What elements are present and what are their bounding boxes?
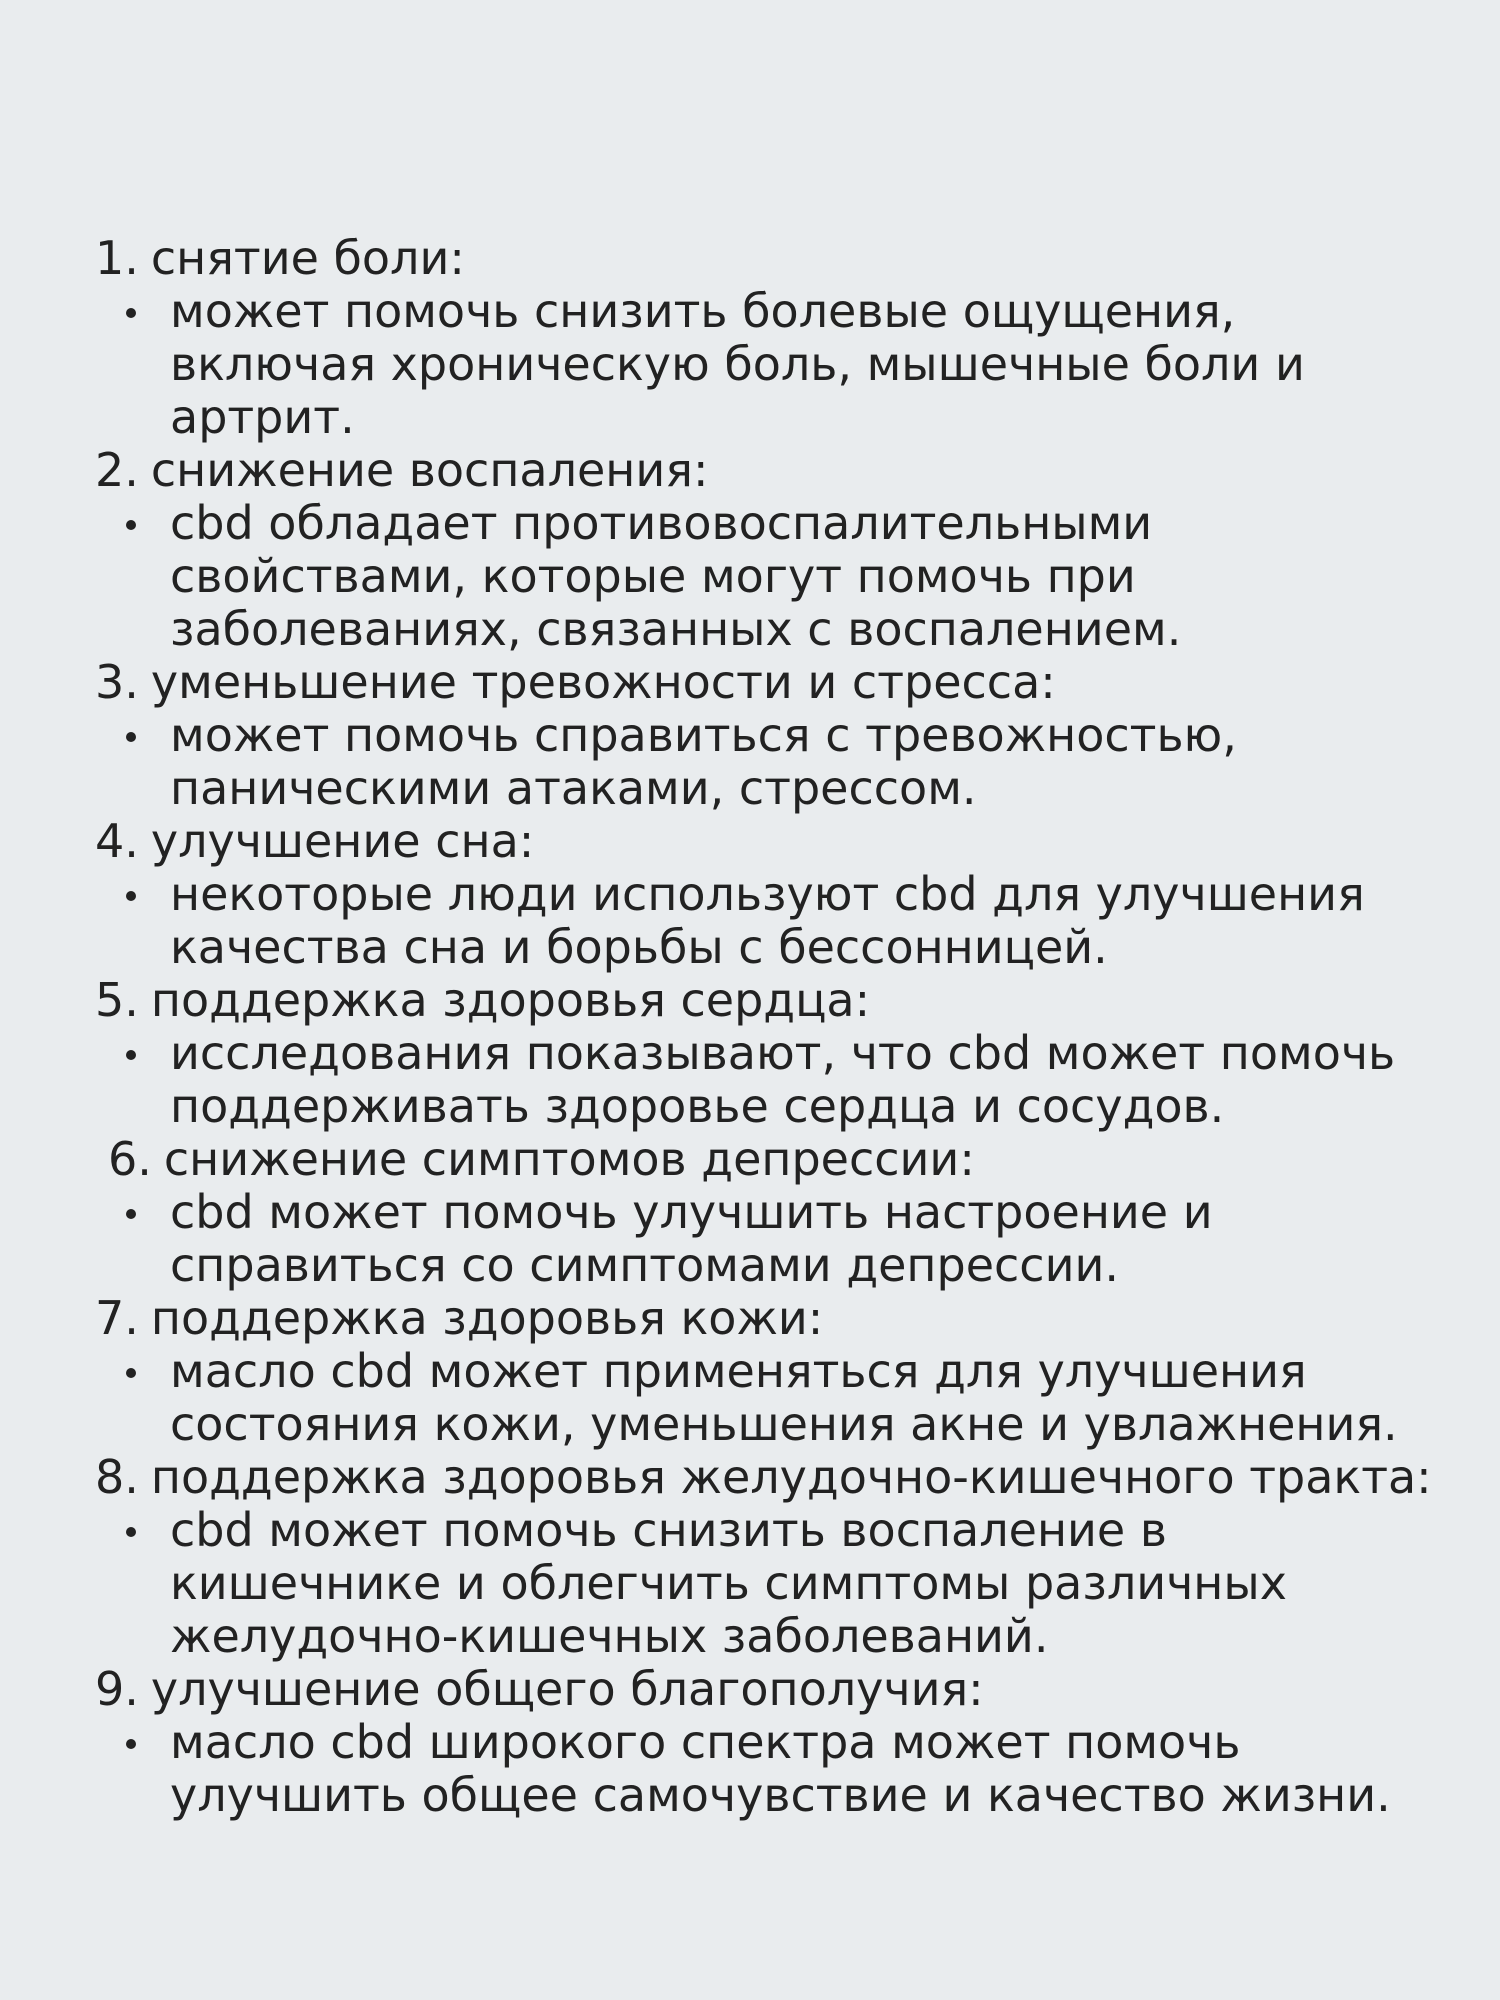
item-title: улучшение общего благополучия: — [150, 1662, 984, 1716]
item-title: улучшение сна: — [150, 814, 535, 868]
bullet-point — [0, 868, 1500, 974]
item-title: снятие боли: — [150, 231, 465, 285]
item-title: уменьшение тревожности и стресса: — [150, 655, 1056, 709]
list-item — [0, 974, 1500, 1133]
bullet-point — [0, 1027, 1500, 1133]
item-description: масло cbd широкого спектра может помочь улучшить общее самочувствие и качество жизни. — [170, 1715, 1391, 1822]
list-item — [0, 815, 1500, 974]
item-number: 1. — [95, 231, 139, 285]
item-number: 9. — [95, 1662, 139, 1716]
item-heading — [0, 815, 1500, 868]
bullet-point — [0, 1716, 1500, 1822]
item-number: 6. — [108, 1132, 152, 1186]
item-number: 8. — [95, 1450, 139, 1504]
bullet-point — [0, 285, 1500, 444]
list-item — [0, 1663, 1500, 1822]
bullet-point — [0, 1345, 1500, 1451]
list-item — [0, 1133, 1500, 1292]
item-description: cbd может помочь снизить воспаление в кишечнике и облегчить симптомы различных желудочно-кишечных заболеваний. — [170, 1503, 1287, 1663]
item-heading — [0, 1292, 1500, 1345]
item-title: поддержка здоровья кожи: — [150, 1291, 824, 1345]
list-item — [0, 1451, 1500, 1663]
item-heading — [0, 232, 1500, 285]
benefits-list — [0, 232, 1500, 1822]
item-number: 2. — [95, 443, 139, 497]
item-heading — [0, 1451, 1500, 1504]
item-number: 3. — [95, 655, 139, 709]
item-heading — [0, 1663, 1500, 1716]
item-description: может помочь снизить болевые ощущения, включая хроническую боль, мышечные боли и артрит. — [170, 284, 1305, 444]
item-description: некоторые люди используют cbd для улучшения качества сна и борьбы с бессонницей. — [170, 867, 1365, 974]
item-title: снижение воспаления: — [150, 443, 709, 497]
list-item — [0, 444, 1500, 656]
item-description: исследования показывают, что cbd может помочь поддерживать здоровье сердца и сосудов. — [170, 1026, 1396, 1133]
bullet-point — [0, 497, 1500, 656]
bullet-point — [0, 709, 1500, 815]
item-title: снижение симптомов депрессии: — [163, 1132, 975, 1186]
item-description: cbd может помочь улучшить настроение и справиться со симптомами депрессии. — [170, 1185, 1213, 1292]
item-number: 5. — [95, 973, 139, 1027]
item-number: 7. — [95, 1291, 139, 1345]
item-description: может помочь справиться с тревожностью, паническими атаками, стрессом. — [170, 708, 1237, 815]
item-heading — [0, 974, 1500, 1027]
list-item — [0, 232, 1500, 444]
item-heading — [0, 444, 1500, 497]
bullet-point — [0, 1186, 1500, 1292]
item-title: поддержка здоровья желудочно-кишечного тракта: — [150, 1450, 1432, 1504]
list-item — [0, 1292, 1500, 1451]
item-description: cbd обладает противовоспалительными свойствами, которые могут помочь при заболеваниях, связанных с воспалением. — [170, 496, 1182, 656]
item-description: масло cbd может применяться для улучшения состояния кожи, уменьшения акне и увлажнения. — [170, 1344, 1398, 1451]
item-heading — [0, 1133, 1500, 1186]
list-item — [0, 656, 1500, 815]
item-title: поддержка здоровья сердца: — [150, 973, 871, 1027]
bullet-point — [0, 1504, 1500, 1663]
item-number: 4. — [95, 814, 139, 868]
item-heading — [0, 656, 1500, 709]
